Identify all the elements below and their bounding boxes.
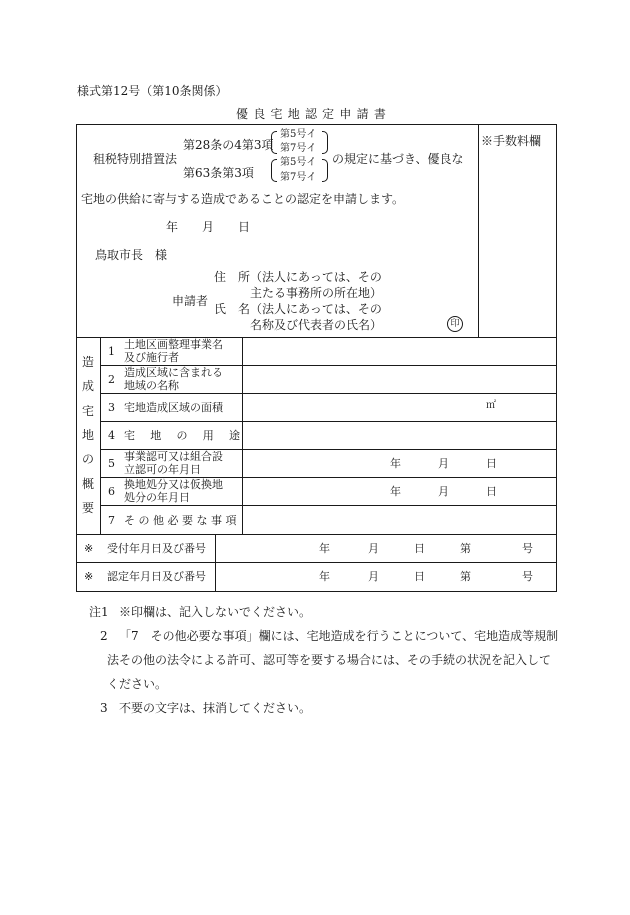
row-number: 7 xyxy=(108,514,115,527)
row-label-char: 用 xyxy=(202,429,214,442)
title-char: 申 xyxy=(339,107,352,121)
table-divider xyxy=(76,534,557,535)
area-size-field[interactable] xyxy=(244,395,554,419)
row-number: 2 xyxy=(108,373,115,386)
item-5-label: 第5号イ xyxy=(280,157,317,168)
number-prefix: 第 xyxy=(460,542,471,555)
date-month-label: 月 xyxy=(368,570,379,583)
area-name-field[interactable] xyxy=(244,367,554,391)
date-day-label: 日 xyxy=(414,570,425,583)
title-char: 良 xyxy=(253,107,266,121)
table-border-top xyxy=(76,124,557,125)
table-divider xyxy=(100,505,557,506)
name-label-char: 名 xyxy=(238,302,251,316)
table-border-right xyxy=(556,124,557,592)
title-char: 宅 xyxy=(270,107,283,121)
date-month-label: 月 xyxy=(438,457,449,470)
section-label-char: 成 xyxy=(82,379,95,394)
square-meter-unit: ㎡ xyxy=(486,400,496,411)
section-label-char: 概 xyxy=(82,476,95,491)
address-label-char: 住 xyxy=(214,270,227,284)
land-use-field[interactable] xyxy=(244,423,554,447)
date-day-label: 日 xyxy=(238,220,251,234)
section-label-char: の xyxy=(82,452,95,467)
row-number: 3 xyxy=(108,401,115,414)
office-use-mark: ※ xyxy=(84,570,94,583)
number-suffix: 号 xyxy=(522,570,533,583)
date-month-label: 月 xyxy=(368,542,379,555)
date-month-label: 月 xyxy=(202,220,215,234)
row-label: 宅地造成区域の面積 xyxy=(124,401,223,414)
table-border-left xyxy=(76,124,77,592)
bracket-left xyxy=(271,131,277,154)
clause-a: 第28条の4第3項 xyxy=(183,138,274,152)
date-day-label: 日 xyxy=(486,485,497,498)
table-border-bottom xyxy=(76,591,557,592)
row-label-line: 造成区域に含まれる xyxy=(124,366,223,379)
name-label xyxy=(214,303,250,315)
title-char: 認 xyxy=(304,107,317,121)
date-year-label: 年 xyxy=(319,542,330,555)
address-label xyxy=(214,271,250,283)
row-label-line: 事業認可又は組合設 xyxy=(124,450,223,463)
section-label-char: 地 xyxy=(82,427,95,442)
title-char: 定 xyxy=(322,107,335,121)
table-divider xyxy=(100,393,557,394)
title-char: 優 xyxy=(236,107,249,121)
date-year-label: 年 xyxy=(390,485,401,498)
row-label-char: の xyxy=(176,429,188,442)
note-1-label: 注1 xyxy=(89,605,109,619)
item-5-label: 第5号イ xyxy=(280,129,317,140)
row-label-line: 及び施行者 xyxy=(124,351,179,364)
date-month-label: 月 xyxy=(438,485,449,498)
overview-label-divider xyxy=(100,337,101,534)
row-label: その他必要な事項 xyxy=(124,514,240,527)
address-note-2: 主たる事務所の所在地） xyxy=(250,286,383,300)
clause-b: 第63条第3項 xyxy=(183,166,254,180)
note-2-text: ください。 xyxy=(107,677,168,691)
section-label-char: 要 xyxy=(82,500,95,515)
row-label-char: 宅 xyxy=(124,429,135,442)
row-number: 6 xyxy=(108,485,115,498)
application-body: 宅地の供給に寄与する造成であることの認定を申請します。 xyxy=(81,192,405,206)
applicant-label: 申請者 xyxy=(172,294,209,308)
row-label-line: 立認可の年月日 xyxy=(124,463,201,476)
number-suffix: 号 xyxy=(522,542,533,555)
note-1-text: ※印欄は、記入しないでください。 xyxy=(119,605,312,619)
office-use-mark: ※ xyxy=(84,542,94,555)
address-note-1: （法人にあっては、その xyxy=(250,270,382,284)
item-7-label: 第7号イ xyxy=(280,143,317,154)
row-label-line: 土地区画整理事業名 xyxy=(124,338,223,351)
title-char: 書 xyxy=(373,107,386,121)
number-prefix: 第 xyxy=(460,570,471,583)
note-3-label: 3 xyxy=(100,701,108,715)
business-name-field[interactable] xyxy=(244,339,554,363)
date-year-label: 年 xyxy=(319,570,330,583)
name-note-1: （法人にあっては、その xyxy=(250,302,382,316)
certification-label: 認定年月日及び番号 xyxy=(107,570,206,583)
row-label-line: 換地処分又は仮換地 xyxy=(124,478,223,491)
row-label-line: 地域の名称 xyxy=(124,379,179,392)
table-divider xyxy=(76,562,557,563)
fee-column-divider xyxy=(478,124,479,337)
document-title xyxy=(236,108,386,120)
name-label-char: 氏 xyxy=(214,302,227,316)
note-3-text: 不要の文字は、抹消してください。 xyxy=(119,701,312,715)
note-2-text: 「7 その他必要な事項」欄には、宅地造成を行うことについて、宅地造成等規制 xyxy=(119,629,559,643)
row-label xyxy=(124,430,240,441)
addressee: 鳥取市長 様 xyxy=(95,248,168,262)
overview-value-divider xyxy=(242,337,243,534)
other-matters-field[interactable] xyxy=(244,507,554,532)
bracket-right xyxy=(322,159,328,182)
law-name: 租税特別措置法 xyxy=(93,152,178,166)
date-year-label: 年 xyxy=(390,457,401,470)
row-number: 4 xyxy=(108,429,115,442)
note-2-text: 法その他の法令による許可、認可等を要する場合には、その手続の状況を記入して xyxy=(107,653,552,667)
fee-column-label: ※手数料欄 xyxy=(481,134,542,148)
address-label-char: 所 xyxy=(238,270,251,284)
row-number: 5 xyxy=(108,457,115,470)
row-label-char: 地 xyxy=(150,429,162,442)
form-number: 様式第12号（第10条関係） xyxy=(77,84,228,98)
date-day-label: 日 xyxy=(414,542,425,555)
row-label-char: 途 xyxy=(229,429,240,442)
overview-section-label xyxy=(82,356,94,514)
item-7-label: 第7号イ xyxy=(280,172,317,183)
section-label-char: 造 xyxy=(82,355,95,369)
row-number: 1 xyxy=(108,345,115,358)
date-day-label: 日 xyxy=(486,457,497,470)
bracket-right xyxy=(322,131,328,154)
receipt-label: 受付年月日及び番号 xyxy=(107,542,206,555)
date-year-label: 年 xyxy=(166,220,179,234)
title-char: 請 xyxy=(356,107,369,121)
row-label-line: 処分の年月日 xyxy=(124,491,190,504)
name-note-2: 名称及び代表者の氏名） xyxy=(250,318,383,332)
based-on-text: の規定に基づき、優良な xyxy=(332,152,464,166)
bracket-left xyxy=(271,159,277,182)
table-divider xyxy=(100,421,557,422)
office-row-divider xyxy=(215,534,216,591)
seal-mark: 印 xyxy=(447,316,463,332)
section-label-char: 宅 xyxy=(82,403,95,418)
note-2-label: 2 xyxy=(100,629,108,643)
title-char: 地 xyxy=(287,107,300,121)
